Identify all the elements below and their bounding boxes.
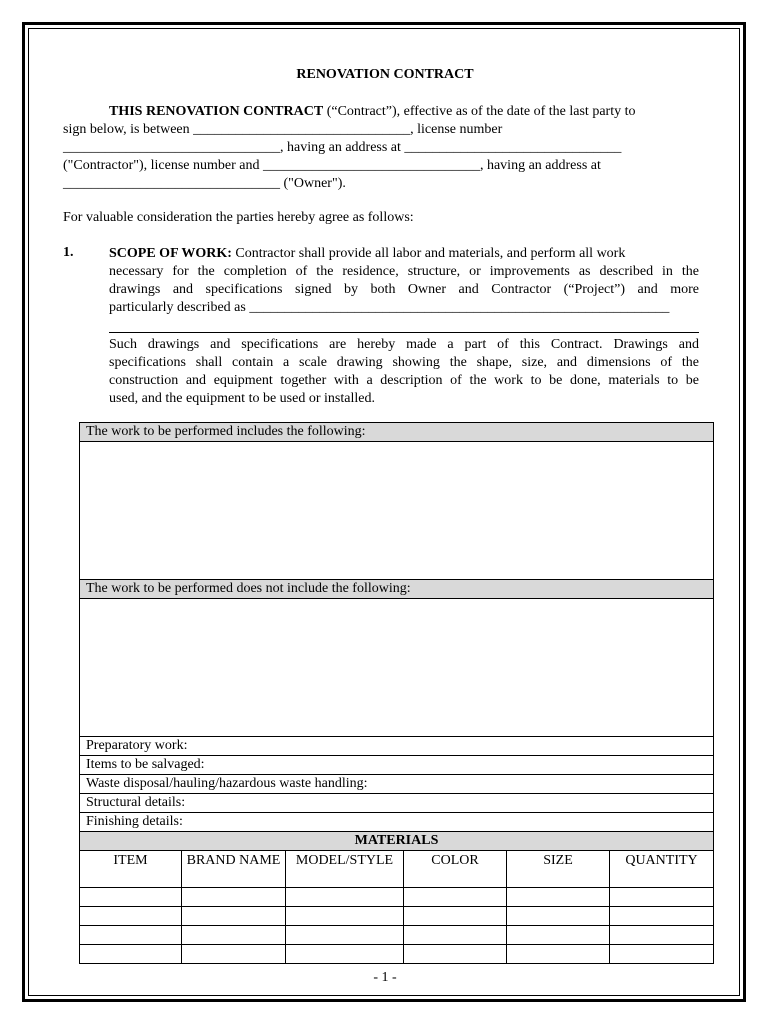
materials-row[interactable] [80,907,713,926]
intro-lead: THIS RENOVATION CONTRACT [109,104,324,119]
table-cell[interactable] [80,888,182,906]
table-cell[interactable] [404,907,507,925]
col-quantity: QUANTITY [625,853,698,868]
table-cell[interactable] [610,888,713,906]
table-cell[interactable] [80,945,182,963]
table-cell[interactable] [610,907,713,925]
table-cell[interactable] [404,888,507,906]
materials-row[interactable] [80,888,713,907]
section-1-para2-line2: specifications shall contain a scale drawing showing the shape, size, and dimensions of the [109,355,699,370]
table-cell[interactable] [80,907,182,925]
section-1-line3: drawings and specifications signed by both Owner and Contractor (“Project”) and more [109,282,699,297]
table-cell[interactable] [610,926,713,944]
table-cell[interactable] [507,945,610,963]
section-1-line2: necessary for the completion of the residence, structure, or improvements as described in the [109,264,699,279]
intro-line5: _______________________________ ("Owner"). [63,176,346,191]
intro-line2: sign below, is between _______________________________, license number [63,122,503,137]
intro-paragraph [63,103,683,193]
table-cell[interactable] [182,926,286,944]
table-cell[interactable] [507,888,610,906]
table-cell[interactable] [507,907,610,925]
section-1-heading: SCOPE OF WORK: [109,246,232,261]
blank-line [109,317,699,333]
section-1-body [109,245,699,408]
excludes-field[interactable] [80,599,713,737]
field-finishing-details[interactable]: Finishing details: [80,813,713,832]
table-cell[interactable] [182,907,286,925]
materials-title: MATERIALS [80,832,713,851]
section-1-para2-line3: construction and equipment together with a description of the work to be done, materials to be [109,373,699,388]
materials-row[interactable] [80,945,713,963]
col-size: SIZE [507,851,610,887]
table-cell[interactable] [286,907,404,925]
table-cell[interactable] [80,926,182,944]
section-1-line4: particularly described as ____________________________________________________________ [109,300,670,315]
table-cell[interactable] [286,926,404,944]
table-cell[interactable] [286,888,404,906]
table-cell[interactable] [182,945,286,963]
section-1-line1: Contractor shall provide all labor and materials, and perform all work [231,246,626,261]
field-waste-disposal[interactable]: Waste disposal/hauling/hazardous waste handling: [80,775,713,794]
field-structural-details[interactable]: Structural details: [80,794,713,813]
materials-row[interactable] [80,926,713,945]
includes-header: The work to be performed includes the following: [80,423,713,442]
materials-header-row [80,851,713,888]
table-cell[interactable] [286,945,404,963]
table-cell[interactable] [404,945,507,963]
field-items-salvaged[interactable]: Items to be salvaged: [80,756,713,775]
intro-line1: (“Contract”), effective as of the date of the last party to [323,104,636,119]
consideration-text: For valuable consideration the parties hereby agree as follows: [63,210,414,225]
table-cell[interactable] [404,926,507,944]
section-1-number: 1. [63,245,74,260]
document-title: RENOVATION CONTRACT [296,67,474,82]
includes-field[interactable] [80,442,713,580]
section-1-para2-line4: used, and the equipment to be used or installed. [109,391,375,406]
excludes-header: The work to be performed does not include the following: [80,580,713,599]
col-brand-name: BRAND NAME [182,851,286,887]
intro-line4: ("Contractor"), license number and _______________________________, having an address at [63,158,601,173]
table-cell[interactable] [507,926,610,944]
table-cell[interactable] [182,888,286,906]
section-1-para2-line1: Such drawings and specifications are hereby made a part of this Contract. Drawings and [109,337,699,352]
table-cell[interactable] [610,945,713,963]
intro-line3: _______________________________, having an address at _______________________________ [63,140,622,155]
scope-table [79,422,714,964]
col-color: COLOR [404,851,507,887]
col-model-style: MODEL/STYLE [286,851,404,887]
col-item: ITEM [80,851,182,887]
page-number: - 1 - [373,970,397,985]
field-preparatory-work[interactable]: Preparatory work: [80,737,713,756]
